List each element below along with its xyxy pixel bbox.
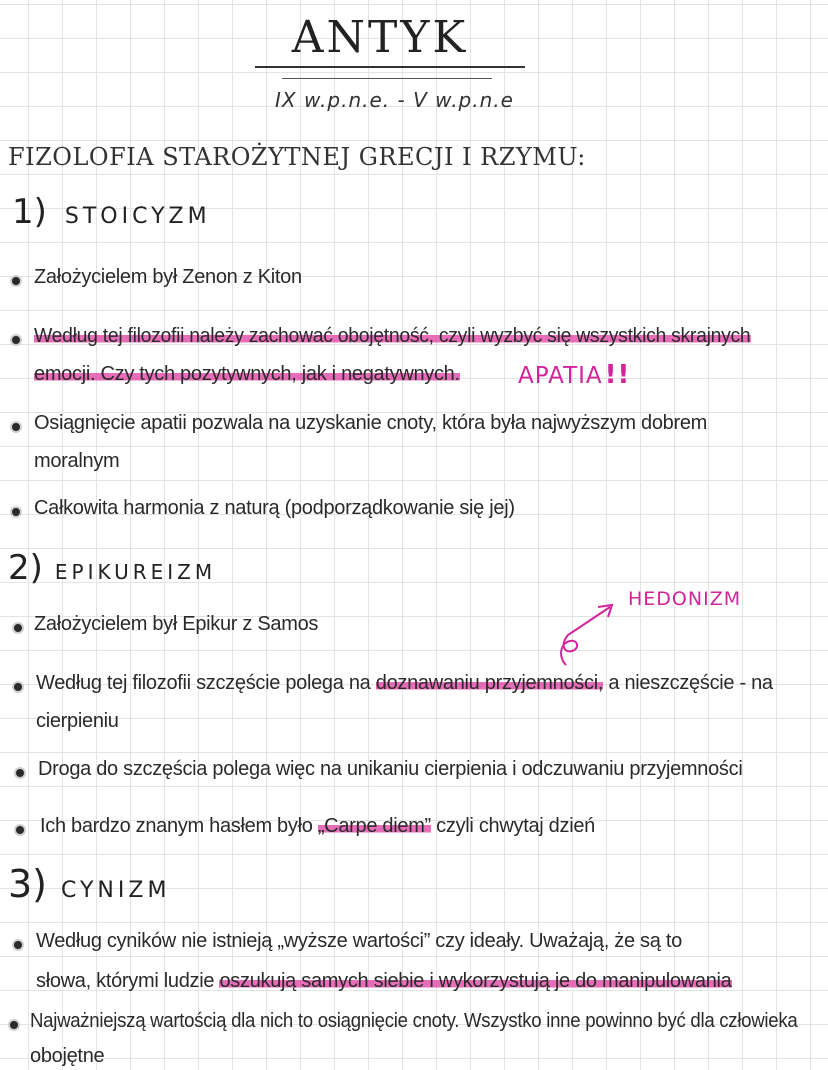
bullet-text: Założycielem był Epikur z Samos [34,613,319,635]
section-name: CYNIZM [61,878,171,903]
text-segment: a nieszczęście - na [603,672,773,694]
bullet-dot [12,277,20,285]
bullet-text: Droga do szczęścia polega więc na unikaniu cierpienia i odczuwaniu przyjemności [38,758,743,780]
highlighted-text: doznawaniu przyjemności, [375,672,604,694]
bullet-text [36,672,773,695]
bullet-text: obojętne [30,1045,105,1067]
bullet-text [34,363,460,386]
bullet-text: Osiągnięcie apatii pozwala na uzyskanie cnoty, która była najwyższym dobrem [34,412,708,434]
annotation-text: APATIA [518,363,603,389]
text-segment: słowa, którymi ludzie [36,970,220,992]
section-1-heading [12,192,211,232]
arrow-icon [548,595,628,675]
bullet-text [36,970,732,993]
bullet-text: Najważniejszą wartością dla nich to osiągnięcie cnoty. Wszystko inne powinno być dla człowieka [30,1010,798,1032]
bullet-dot [12,423,20,431]
section-number: 2) [8,548,43,588]
section-3-heading [8,862,170,906]
bullet-text: Założycielem był Zenon z Kiton [34,266,302,288]
highlighted-text: „Carpe diem” [317,815,431,837]
section-name: EPIKUREIZM [54,560,217,584]
apatia-annotation [518,360,630,390]
title-underline-secondary [282,78,492,79]
highlighted-text: emocji. Czy tych pozytywnych, jak i negatywnych. [34,363,460,385]
section-2-heading [8,548,216,588]
bullet-text: Według cyników nie istnieją „wyższe wartości” czy ideały. Uważają, że są to [36,930,682,952]
text-segment: Ich bardzo znanym hasłem było [40,815,318,837]
bullet-text: cierpieniu [36,710,119,732]
period-subtitle: IX w.p.n.e. - V w.p.n.e [275,88,514,112]
bullet-text: moralnym [34,450,120,472]
highlighted-text: Według tej filozofii należy zachować obojętność, czyli wyzbyć się wszystkich skrajnych [34,325,751,347]
text-segment: czyli chwytaj dzień [430,815,595,837]
title-underline [255,66,525,68]
section-number: 1) [12,192,47,232]
bullet-text [34,325,750,348]
bullet-dot [12,508,20,516]
bullet-dot [10,1021,18,1029]
section-number: 3) [8,862,48,906]
hedonizm-annotation: HEDONIZM [628,588,742,610]
bullet-dot [16,826,24,834]
exclamation-mark: !! [604,360,631,390]
section-name: STOICYZM [64,204,211,229]
bullet-dot [12,336,20,344]
bullet-dot [14,941,22,949]
main-heading: FIZOLOFIA STAROŻYTNEJ GRECJI I RZYMU: [8,143,586,171]
bullet-dot [14,683,22,691]
page-title: ANTYK [291,12,469,63]
highlighted-text: oszukują samych siebie i wykorzystują je do manipulowania [219,970,732,992]
bullet-text: Całkowita harmonia z naturą (podporządkowanie się jej) [34,497,515,519]
bullet-dot [16,769,24,777]
bullet-text [40,815,595,838]
bullet-dot [14,624,22,632]
text-segment: Według tej filozofii szczęście polega na [36,672,376,694]
